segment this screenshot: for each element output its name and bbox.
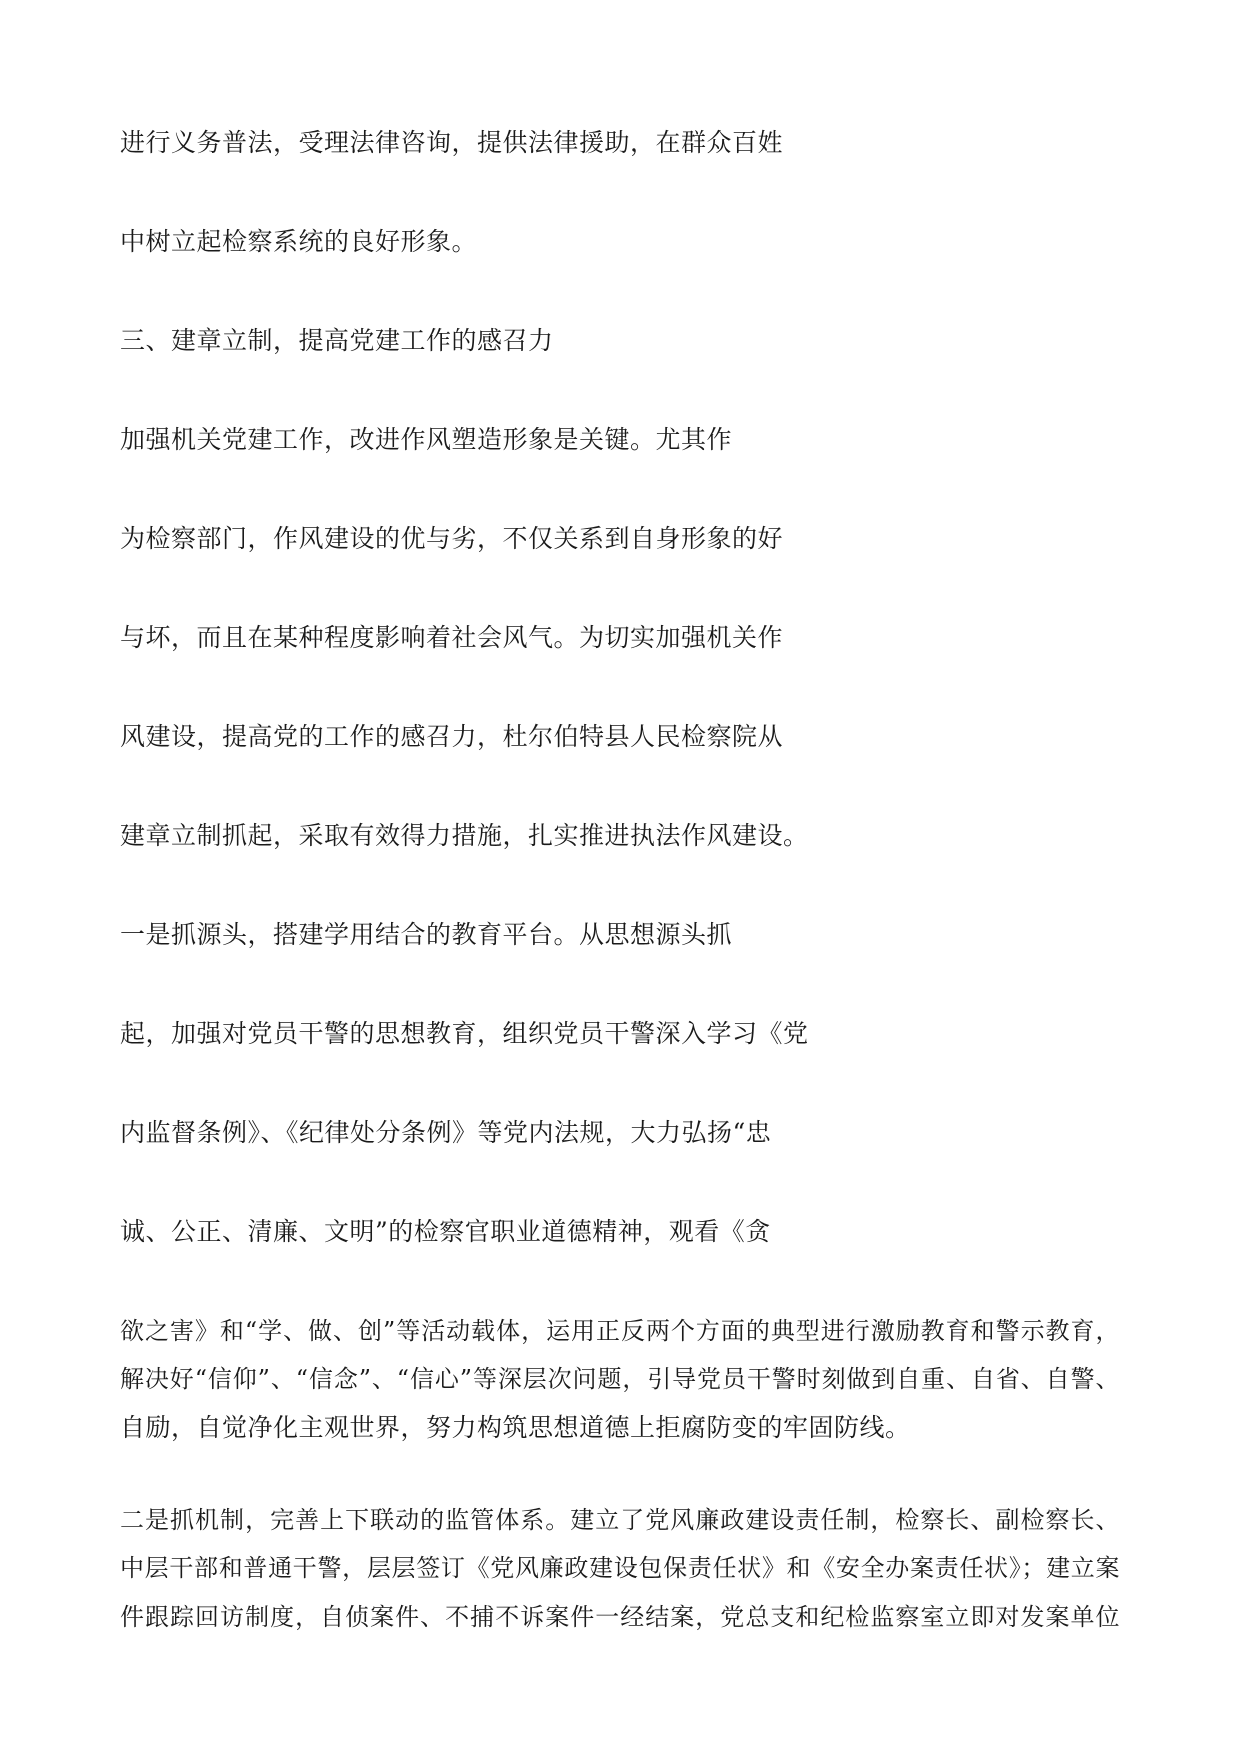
text-line: 建章立制抓起，采取有效得力措施，扎实推进执法作风建设。 [120, 821, 809, 850]
text-line: 为检察部门，作风建设的优与劣，不仅关系到自身形象的好 [120, 524, 784, 553]
text-line: 加强机关党建工作，改进作风塑造形象是关键。尤其作 [120, 425, 733, 454]
text-line: 诚、公正、清廉、文明”的检察官职业道德精神，观看《贪 [120, 1217, 771, 1246]
text-line: 中层干部和普通干警，层层签订《党风廉政建设包保责任状》和《安全办案责任状》；建立案 [120, 1554, 1120, 1582]
text-line: 起，加强对党员干警的思想教育，组织党员干警深入学习《党 [120, 1019, 809, 1048]
text-line: 中树立起检察系统的良好形象。 [120, 227, 478, 256]
text-line: 进行义务普法，受理法律咨询，提供法律援助，在群众百姓 [120, 128, 784, 157]
text-line: 自励，自觉净化主观世界，努力构筑思想道德上拒腐防变的牢固防线。 [120, 1413, 911, 1442]
text-line: 欲之害》和“学、做、创”等活动载体，运用正反两个方面的典型进行激励教育和警示教育， [120, 1317, 1120, 1345]
text-line: 件跟踪回访制度，自侦案件、不捕不诉案件一经结案，党总支和纪检监察室立即对发案单位 [120, 1603, 1120, 1631]
text-line: 风建设，提高党的工作的感召力，杜尔伯特县人民检察院从 [120, 722, 784, 751]
text-line: 与坏，而且在某种程度影响着社会风气。为切实加强机关作 [120, 623, 784, 652]
text-line: 二是抓机制，完善上下联动的监管体系。建立了党风廉政建设责任制，检察长、副检察长、 [120, 1506, 1120, 1534]
text-line: 内监督条例》、《纪律处分条例》等党内法规，大力弘扬“忠 [120, 1118, 772, 1147]
text-line: 一是抓源头，搭建学用结合的教育平台。从思想源头抓 [120, 920, 733, 949]
text-line: 解决好“信仰”、“信念”、“信心”等深层次问题，引导党员干警时刻做到自重、自省、自警、 [120, 1365, 1120, 1393]
section-heading: 三、建章立制，提高党建工作的感召力 [120, 326, 554, 355]
